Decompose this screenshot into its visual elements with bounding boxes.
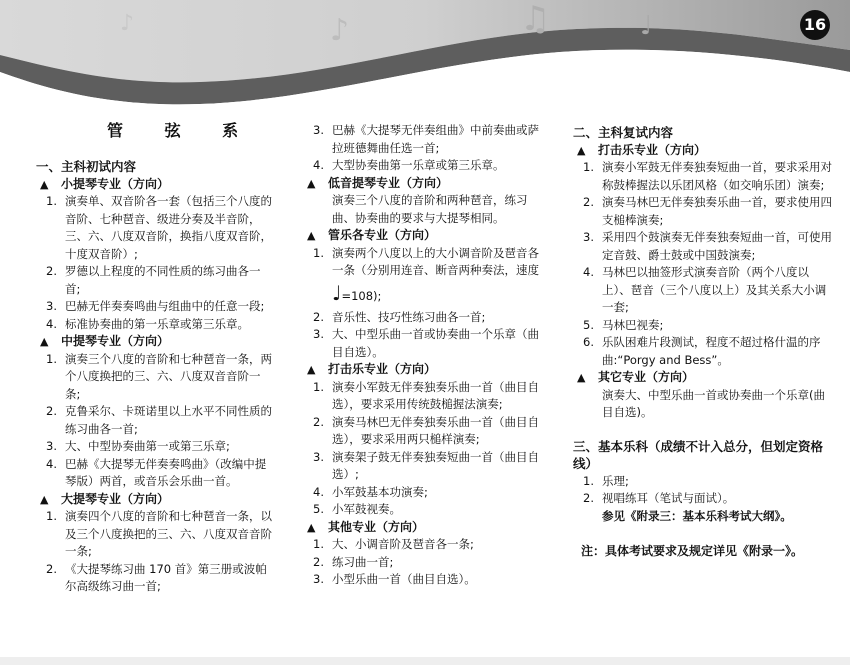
list-item: 2. 演奏马林巴无伴奏独奏乐曲一首（曲目自选），要求采用两只槌样演奏; — [313, 414, 539, 446]
percussion-retest-heading: ▲ 打击乐专业（方向） — [573, 142, 835, 160]
header-wave-decoration — [0, 0, 850, 110]
triangle-icon: ▲ — [577, 371, 586, 384]
bottom-border — [0, 657, 850, 665]
quarter-note-icon: ♩ — [332, 280, 342, 305]
triangle-icon: ▲ — [577, 143, 586, 157]
list-item: 2. 音乐性、技巧性练习曲各一首; — [313, 309, 486, 324]
page-number: 16 — [800, 10, 830, 40]
triangle-icon: ▲ — [40, 492, 49, 506]
section3-reference: 参见《附录三：基本乐科考试大纲》。 — [602, 508, 792, 523]
list-item: 2. 视唱练耳（笔试与面试）。 — [583, 491, 735, 505]
section3-heading: 三、基本乐科（成绩不计入总分，但划定资格线） — [573, 438, 824, 471]
triangle-icon: ▲ — [307, 520, 316, 534]
percussion-retest-list — [573, 159, 835, 369]
svg-text:♫: ♫ — [520, 0, 551, 39]
section3-list — [573, 473, 835, 508]
svg-text:♩: ♩ — [640, 11, 653, 41]
wind-list — [303, 245, 543, 362]
section2-heading: 二、主科复试内容 — [573, 125, 674, 140]
percussion-list — [303, 379, 543, 519]
list-item: 1. 乐理; — [583, 473, 629, 488]
final-note: 注：具体考试要求及规定详见《附录一》。 — [581, 544, 804, 558]
triangle-icon: ▲ — [307, 176, 316, 190]
viola-heading: ▲ 中提琴专业（方向） — [36, 333, 274, 351]
list-item: 5. 马林巴视奏; — [583, 317, 664, 332]
list-item: 1. 大、小调音阶及琶音各一条; — [313, 537, 474, 551]
other-retest-heading: ▲ 其它专业（方向） — [573, 369, 835, 387]
list-item: 2. 罗德以上程度的不同性质的练习曲各一首; — [46, 264, 261, 296]
list-item: 1. 演奏两个八度以上的大小调音阶及琶音各一条（分别用连音、断音两种奏法，速度 — [313, 245, 539, 277]
list-item: 6. 乐队困难片段测试，程度不超过格什温的序曲:“Porgy and Bess”。 — [583, 335, 821, 367]
violin-list — [36, 193, 274, 333]
cello-heading: ▲ 大提琴专业（方向） — [36, 491, 274, 509]
list-item: 1. 演奏四个八度的音阶和七种琶音一条，以及三个八度换把的三、六、八度双音音阶一条; — [46, 509, 272, 558]
wind-heading: ▲ 管乐各专业（方向） — [303, 227, 543, 245]
cello-list-continued — [303, 122, 543, 175]
list-item: 1. 演奏单、双音阶各一套（包括三个八度的音阶、七种琶音、级进分奏及半音阶，三、六、八度双音阶，换指八度双音阶，十度双音阶）; — [46, 194, 272, 261]
list-item: 2. 演奏马林巴无伴奏独奏乐曲一首，要求使用四支槌棒演奏; — [583, 195, 832, 227]
triangle-icon: ▲ — [40, 177, 49, 191]
cello-list — [36, 508, 274, 596]
triangle-icon: ▲ — [307, 229, 316, 242]
triangle-icon: ▲ — [307, 363, 316, 376]
list-item: 2. 克鲁采尔、卡斑诺里以上水平不同性质的练习曲各一首; — [46, 404, 272, 436]
list-item: 4. 马林巴以抽签形式演奏音阶（两个八度以上）、琶音（三个八度以上）及其关系大小调一套; — [583, 265, 827, 314]
list-item: 3. 巴赫无伴奏奏鸣曲与组曲中的任意一段; — [46, 299, 265, 313]
list-item: 1. 演奏小军鼓无伴奏独奏短曲一首，要求采用对称鼓棒握法以乐团风格（如交响乐团）演奏; — [583, 160, 832, 192]
bass-text: 演奏三个八度的音阶和两种琶音，练习曲、协奏曲的要求与大提琴相同。 — [332, 193, 528, 225]
list-item: 3. 大、中型协奏曲第一或第三乐章; — [46, 439, 230, 453]
list-item: 3. 采用四个鼓演奏无伴奏独奏短曲一首，可使用定音鼓、爵士鼓或中国鼓演奏; — [583, 230, 832, 262]
other-heading: ▲ 其他专业（方向） — [303, 519, 543, 537]
list-item: 4. 标准协奏曲的第一乐章或第三乐章。 — [46, 316, 249, 331]
tempo-line: ♩=108); — [332, 280, 382, 305]
list-item: 4. 大型协奏曲第一乐章或第三乐章。 — [313, 158, 505, 172]
list-item: 4. 小军鼓基本功演奏; — [313, 484, 428, 499]
list-item: 1. 演奏小军鼓无伴奏独奏乐曲一首（曲目自选），要求采用传统鼓槌握法演奏; — [313, 379, 539, 411]
list-item: 2. 《大提琴练习曲 170 首》第三册或波帕尔高级练习曲一首; — [46, 561, 267, 593]
list-item: 1. 演奏三个八度的音阶和七种琶音一条，两个八度换把的三、六、八度双音音阶一条; — [46, 351, 272, 401]
department-title: 管 弦 系 — [107, 121, 257, 140]
other-retest-text: 演奏大、中型乐曲一首或协奏曲一个乐章(曲目自选)。 — [602, 387, 825, 419]
list-item: 3. 演奏架子鼓无伴奏独奏短曲一首（曲目自选）; — [313, 449, 539, 481]
list-item: 3. 小型乐曲一首（曲目自选）。 — [313, 572, 476, 586]
list-item: 3. 大、中型乐曲一首或协奏曲一个乐章（曲目自选）。 — [313, 327, 539, 359]
violin-heading: ▲ 小提琴专业（方向） — [36, 176, 274, 194]
svg-text:♪: ♪ — [330, 13, 350, 48]
viola-list — [36, 351, 274, 491]
section1-heading: 一、主科初试内容 — [36, 159, 137, 174]
percussion-heading: ▲ 打击乐专业（方向） — [303, 361, 543, 379]
list-item: 3. 巴赫《大提琴无伴奏组曲》中前奏曲或萨拉班德舞曲任选一首; — [313, 123, 539, 155]
list-item: 4. 巴赫《大提琴无伴奏奏鸣曲》（改编中提琴版）两首，或音乐会乐曲一首。 — [46, 456, 267, 488]
svg-text:♪: ♪ — [120, 11, 135, 36]
triangle-icon: ▲ — [40, 335, 49, 348]
other-list — [303, 536, 543, 589]
list-item: 2. 练习曲一首; — [313, 554, 394, 569]
list-item: 5. 小军鼓视奏。 — [313, 502, 401, 516]
bass-heading: ▲ 低音提琴专业（方向） — [303, 175, 543, 193]
